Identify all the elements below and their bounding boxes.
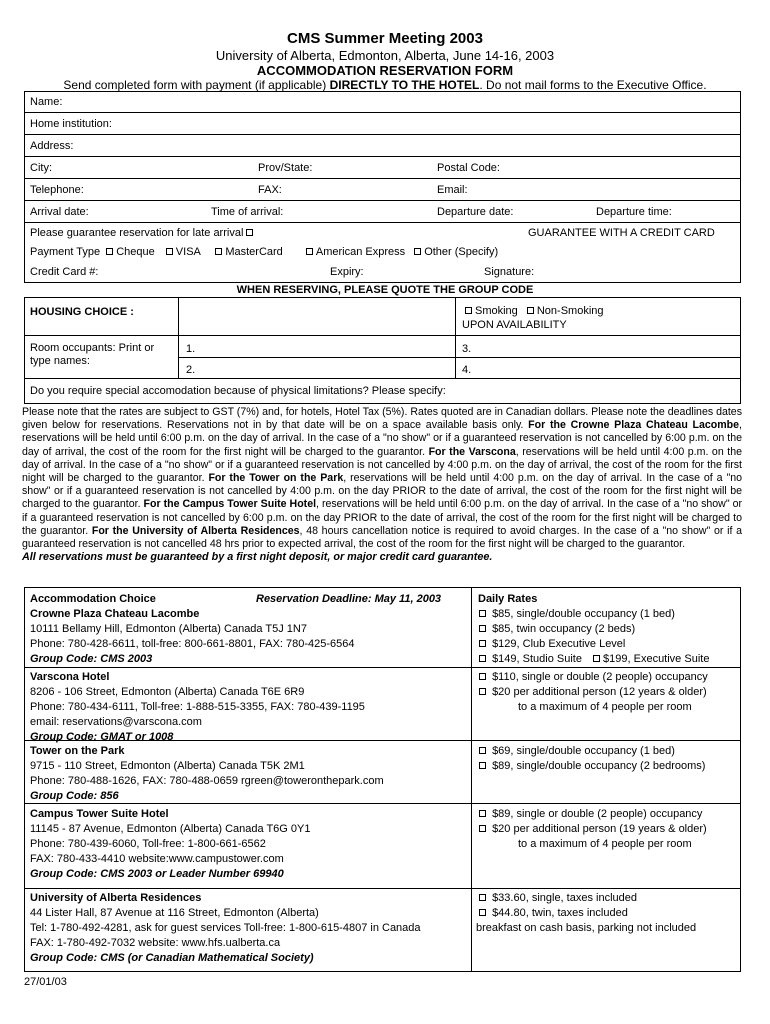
other-label: Other (Specify) bbox=[424, 246, 499, 258]
col-daily-rates: Daily Rates bbox=[478, 593, 538, 605]
hotel-address: 10111 Bellamy Hill, Edmonton (Alberta) Canada T5J 1N7 bbox=[30, 623, 307, 635]
rate-checkbox[interactable] bbox=[479, 625, 486, 632]
hotel-name: Crowne Plaza Chateau Lacombe bbox=[30, 608, 200, 620]
rate-checkbox[interactable] bbox=[479, 810, 486, 817]
mastercard-checkbox[interactable] bbox=[215, 248, 222, 255]
send-pre: Send completed form with payment (if applicable) bbox=[63, 78, 330, 92]
occupant-2-field[interactable]: 2. bbox=[186, 364, 196, 376]
name-row[interactable] bbox=[24, 91, 741, 113]
smoking-options bbox=[462, 304, 604, 332]
hotel-address: 8206 - 106 Street, Edmonton (Alberta) Canada T6E 6R9 bbox=[30, 686, 305, 698]
rate-note: to a maximum of 4 people per room bbox=[518, 838, 692, 850]
home-row[interactable] bbox=[24, 113, 741, 135]
telephone-label: Telephone: bbox=[30, 184, 84, 196]
notes-varscona: For the Varscona bbox=[428, 445, 516, 458]
hotel-address: 44 Lister Hall, 87 Avenue at 116 Street, Edmonton (Alberta) bbox=[30, 907, 319, 919]
rate-note: breakfast on cash basis, parking not included bbox=[476, 922, 697, 934]
notes-p1: Please note that the rates are subject to GST (7%) and, for hotels, Hotel Tax (5%). Rates quoted are in Canadian dollars. Please note the deadlines dates given below for reservations. Reservations not in by that date will be on a space available basis only. bbox=[22, 406, 742, 432]
group-code-notice: WHEN RESERVING, PLEASE QUOTE THE GROUP CODE bbox=[236, 284, 534, 296]
hotel-name: Varscona Hotel bbox=[30, 671, 110, 683]
hotel-phone: Tel: 1-780-492-4281, ask for guest services Toll-free: 1-800-615-4807 in Canada bbox=[30, 922, 421, 934]
hotel-group-code: Group Code: GMAT or 1008 bbox=[30, 731, 174, 743]
rate-label: $89, single or double (2 people) occupancy bbox=[492, 808, 703, 820]
rate-checkbox[interactable] bbox=[593, 655, 600, 662]
page-subtitle: University of Alberta, Edmonton, Alberta, June 14-16, 2003 bbox=[215, 48, 555, 63]
amex-label: American Express bbox=[315, 246, 406, 258]
notes-p4: , reservations will be held until 4:00 p.m. on the day of arrival. In the case of a "no show" or if a guaranteed reservation is not cancelled by 4:00 p.m. on the day PRIOR to the date of arrival, the cost of the room for the first night will be charged to the guarantor. bbox=[22, 472, 742, 511]
rate-checkbox[interactable] bbox=[479, 655, 486, 662]
arrival-row[interactable] bbox=[24, 201, 741, 223]
mastercard-label: MasterCard bbox=[225, 246, 283, 258]
notes-p6: , 48 hours cancellation notice is required to avoid charges. In the case of a "no show" or if a guaranteed reservation is not cancelled 48 hrs prior to expected arrival, the cost of the room for the first night will be charged to the guarantor. bbox=[22, 524, 742, 551]
rate-label: $20 per additional person (12 years & older) bbox=[492, 686, 707, 698]
special-accommodation-question[interactable]: Do you require special accomodation because of physical limitations? Please specify: bbox=[30, 385, 446, 397]
footer-date: 27/01/03 bbox=[24, 976, 67, 988]
prov-label: Prov/State: bbox=[258, 162, 313, 174]
hotel-varscona bbox=[30, 670, 365, 745]
rate-label: $33.60, single, taxes included bbox=[492, 892, 637, 904]
city-label: City: bbox=[30, 162, 52, 174]
hotel-phone: Phone: 780-439-6060, Toll-free: 1-800-661-6562 bbox=[30, 838, 266, 850]
rates-campus-tower bbox=[476, 807, 707, 852]
availability-label: UPON AVAILABILITY bbox=[462, 319, 567, 331]
page-title: CMS Summer Meeting 2003 bbox=[287, 30, 483, 47]
rate-checkbox[interactable] bbox=[479, 747, 486, 754]
name-label: Name: bbox=[30, 96, 63, 108]
rate-label: $129, Club Executive Level bbox=[492, 638, 626, 650]
hotel-group-code: Group Code: CMS (or Canadian Mathematical Society) bbox=[30, 952, 314, 964]
guarantee-cc-label: GUARANTEE WITH A CREDIT CARD bbox=[528, 227, 715, 239]
notes-p2: , reservations will be held until 6:00 p.m. on the day of arrival. In the case of a "no show" or if a guaranteed reservation is not cancelled by 6:00 p.m. on the day of arrival, the cost of the room for the first night will be charged to the guarantor. bbox=[22, 419, 742, 458]
departure-date-label: Departure date: bbox=[437, 206, 514, 218]
rate-label: $199, Executive Suite bbox=[603, 653, 710, 665]
hotel-crowne-plaza bbox=[30, 607, 355, 667]
hotel-group-code: Group Code: 856 bbox=[30, 790, 119, 802]
credit-card-row[interactable] bbox=[24, 263, 741, 283]
postal-label: Postal Code: bbox=[437, 162, 500, 174]
col-accommodation-choice: Accommodation Choice bbox=[30, 593, 156, 605]
guarantee-notice: All reservations must be guaranteed by a first night deposit, or major credit card guarantee. bbox=[22, 551, 493, 564]
late-arrival-text: Please guarantee reservation for late arrival bbox=[30, 227, 244, 239]
send-instructions bbox=[0, 78, 770, 92]
rate-checkbox[interactable] bbox=[479, 825, 486, 832]
hotel-campus-tower bbox=[30, 807, 310, 882]
rate-checkbox[interactable] bbox=[479, 894, 486, 901]
hotel-group-code: Group Code: CMS 2003 or Leader Number 69940 bbox=[30, 868, 284, 880]
rates-crowne-plaza bbox=[476, 607, 709, 667]
payment-type-text: Payment Type bbox=[30, 246, 101, 258]
hotel-address: 11145 - 87 Avenue, Edmonton (Alberta) Canada T6G 0Y1 bbox=[30, 823, 311, 835]
rate-label: $89, single/double occupancy (2 bedrooms) bbox=[492, 760, 706, 772]
visa-checkbox[interactable] bbox=[166, 248, 173, 255]
rate-checkbox[interactable] bbox=[479, 909, 486, 916]
city-row[interactable] bbox=[24, 157, 741, 179]
notes-campus: For the Campus Tower Suite Hotel bbox=[143, 498, 317, 511]
hotel-email: email: reservations@varscona.com bbox=[30, 716, 202, 728]
late-arrival-checkbox[interactable] bbox=[246, 229, 253, 236]
occupant-1-field[interactable]: 1. bbox=[186, 343, 196, 355]
rates-tower-on-the-park bbox=[476, 744, 705, 774]
non-smoking-label: Non-Smoking bbox=[536, 305, 604, 317]
cc-number-label: Credit Card #: bbox=[30, 266, 99, 278]
send-bold: DIRECTLY TO THE HOTEL bbox=[329, 78, 480, 92]
notes-tower: For the Tower on the Park bbox=[208, 472, 344, 485]
hotel-phone: Phone: 780-428-6611, toll-free: 800-661-8801, FAX: 780-425-6564 bbox=[30, 638, 355, 650]
signature-label: Signature: bbox=[484, 266, 535, 278]
send-post: . Do not mail forms to the Executive Office. bbox=[479, 78, 707, 92]
occupants-label: Room occupants: Print or type names: bbox=[30, 342, 155, 367]
rate-label: $69, single/double occupancy (1 bed) bbox=[492, 745, 675, 757]
cheque-label: Cheque bbox=[116, 246, 155, 258]
rate-note: to a maximum of 4 people per room bbox=[518, 701, 692, 713]
notes-p5: , reservations will be held until 6:00 p.m. on the day of arrival. In the case of a "no show" or if a guaranteed reservation is not cancelled by 6:00 p.m. on the day PRIOR to the date of arrival, the cost of the room for the first night will be charged to the guarantor. bbox=[22, 498, 743, 537]
rates-varscona bbox=[476, 670, 708, 715]
rate-label: $44.80, twin, taxes included bbox=[492, 907, 628, 919]
expiry-label: Expiry: bbox=[330, 266, 364, 278]
fax-label: FAX: bbox=[258, 184, 282, 196]
notes-crowne: For the Crowne Plaza Chateau Lacombe bbox=[528, 419, 740, 432]
address-row[interactable] bbox=[24, 135, 741, 157]
housing-choice-label: HOUSING CHOICE : bbox=[30, 306, 134, 318]
hotel-name: Tower on the Park bbox=[30, 745, 125, 757]
hotel-address: 9715 - 110 Street, Edmonton (Alberta) Canada T5K 2M1 bbox=[30, 760, 305, 772]
occupant-3-field[interactable]: 3. bbox=[462, 343, 472, 355]
other-checkbox[interactable] bbox=[414, 248, 421, 255]
hotel-phone: Phone: 780-488-1626, FAX: 780-488-0659 rgreen@toweronthepark.com bbox=[30, 775, 384, 787]
hotel-website: FAX: 1-780-492-7032 website: www.hfs.ualberta.ca bbox=[30, 937, 281, 949]
rate-checkbox[interactable] bbox=[479, 762, 486, 769]
non-smoking-checkbox[interactable] bbox=[527, 307, 534, 314]
reservation-deadline: Reservation Deadline: May 11, 2003 bbox=[256, 593, 442, 605]
email-label: Email: bbox=[437, 184, 468, 196]
home-label: Home institution: bbox=[30, 118, 112, 130]
rate-checkbox[interactable] bbox=[479, 688, 486, 695]
telephone-row[interactable] bbox=[24, 179, 741, 201]
late-arrival-label bbox=[30, 227, 256, 239]
rate-checkbox[interactable] bbox=[479, 640, 486, 647]
hotel-name: Campus Tower Suite Hotel bbox=[30, 808, 169, 820]
rates-ualberta-residences bbox=[476, 891, 696, 936]
late-arrival-row bbox=[24, 223, 741, 243]
hotel-tower-on-the-park bbox=[30, 744, 384, 804]
amex-checkbox[interactable] bbox=[306, 248, 313, 255]
smoking-checkbox[interactable] bbox=[465, 307, 472, 314]
visa-label: VISA bbox=[175, 246, 201, 258]
rate-checkbox[interactable] bbox=[479, 673, 486, 680]
hotel-ualberta-residences bbox=[30, 891, 421, 966]
cheque-checkbox[interactable] bbox=[106, 248, 113, 255]
rate-checkbox[interactable] bbox=[479, 610, 486, 617]
rate-label: $85, single/double occupancy (1 bed) bbox=[492, 608, 675, 620]
rate-label: $85, twin occupancy (2 beds) bbox=[492, 623, 636, 635]
arrival-time-label: Time of arrival: bbox=[211, 206, 284, 218]
departure-time-label: Departure time: bbox=[596, 206, 672, 218]
rate-label: $149, Studio Suite bbox=[492, 653, 582, 665]
occupant-4-field[interactable]: 4. bbox=[462, 364, 472, 376]
payment-type-label bbox=[30, 246, 498, 258]
hotel-website: FAX: 780-433-4410 website:www.campustower.com bbox=[30, 853, 284, 865]
hotel-name: University of Alberta Residences bbox=[30, 892, 202, 904]
rate-label: $110, single or double (2 people) occupancy bbox=[492, 671, 708, 683]
hotel-group-code: Group Code: CMS 2003 bbox=[30, 653, 153, 665]
arrival-date-label: Arrival date: bbox=[30, 206, 89, 218]
smoking-label: Smoking bbox=[475, 305, 518, 317]
hotel-phone: Phone: 780-434-6111, Toll-free: 1-888-515-3355, FAX: 780-439-1195 bbox=[30, 701, 365, 713]
notes-ualberta: For the University of Alberta Residences bbox=[91, 524, 300, 537]
payment-row bbox=[24, 243, 741, 263]
form-title: ACCOMMODATION RESERVATION FORM bbox=[256, 63, 514, 78]
notes-p3: , reservations will be held until 4:00 p.m. on the day of arrival. In the case of a "no show" or if a guaranteed reservation is not cancelled by 4:00 p.m. on the day of arrival, the cost of the room for the first night will be charged to the guarantor. bbox=[22, 445, 742, 485]
address-label: Address: bbox=[30, 140, 74, 152]
rate-label: $20 per additional person (19 years & older) bbox=[492, 823, 707, 835]
reservation-notes bbox=[22, 406, 742, 564]
